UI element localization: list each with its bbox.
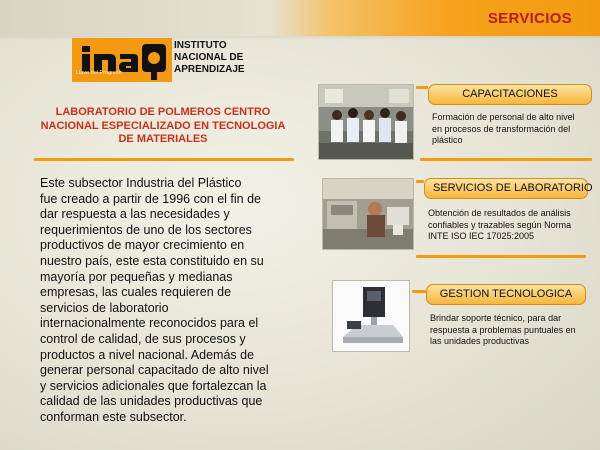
body-line: productos a nivel nacional. Además de: [40, 347, 255, 362]
service-description: [432, 112, 598, 147]
lab-title: [28, 106, 298, 147]
service-desc-line: respuesta a problemas puntuales en: [430, 324, 576, 335]
body-line: nuestro país, este esta constituido en su: [40, 253, 264, 268]
institute-name: [174, 40, 284, 76]
service-description: [428, 208, 598, 243]
service-divider: [416, 180, 424, 183]
body-line: control de calidad, de sus procesos y: [40, 331, 246, 346]
service-underline: [420, 158, 592, 161]
body-line: servicios de laboratorio: [40, 300, 169, 315]
body-line: conforman este subsector.: [40, 409, 187, 424]
service-desc-line: Brindar soporte técnico, para dar: [430, 313, 562, 323]
body-line: calidad de las unidades productivas que: [40, 394, 263, 409]
service-label-gestion: GESTION TECNOLOGICA: [426, 284, 586, 305]
body-line: productivos de mayor crecimiento en: [40, 238, 245, 253]
service-label-capacitaciones: CAPACITACIONES: [428, 84, 592, 105]
lab-title-line: LABORATORIO DE POLMEROS CENTRO: [55, 106, 271, 118]
service-description: [430, 313, 598, 348]
institute-line: INSTITUTO: [174, 40, 227, 51]
service-desc-line: INTE ISO IEC 17025:2005: [428, 231, 535, 241]
service-desc-line: Formación de personal de alto nivel: [432, 112, 575, 122]
service-desc-line: Obtención de resultados de análisis: [428, 208, 571, 218]
testing-instrument-photo: [332, 280, 410, 352]
body-line: y servicios adicionales que fortalezcan la: [40, 378, 267, 393]
service-desc-line: en procesos de transformación del: [432, 123, 571, 134]
lab-title-line: NACIONAL ESPECIALIZADO EN TECNOLOGIA: [40, 119, 286, 132]
training-classroom-photo: [318, 84, 414, 160]
body-line: internacionalmente reconocidos para el: [40, 316, 259, 331]
service-underline: [416, 255, 586, 258]
title-divider: [34, 158, 294, 161]
body-line: generar personal capacitado de alto nivel: [40, 363, 269, 378]
laboratory-work-photo: [322, 178, 414, 250]
body-line: requerimientos de uno de los sectores: [40, 222, 252, 237]
logo-tagline: Llave del Progreso: [76, 70, 122, 76]
body-line: mayoría por pequeñas y medianas: [40, 269, 233, 284]
description-paragraph: [40, 176, 288, 426]
body-line: fue creado a partir de 1996 con el fin de: [40, 191, 261, 206]
service-desc-line: plástico: [432, 135, 463, 145]
page-title: SERVICIOS: [487, 10, 572, 27]
body-line: empresas, las cuales requieren de: [40, 285, 232, 300]
service-desc-line: confiables y trazables según Norma: [428, 219, 572, 230]
body-line: dar respuesta a las necesidades y: [40, 207, 230, 222]
body-line: Este subsector Industria del Plástico: [40, 176, 242, 190]
lab-title-line: DE MATERIALES: [118, 133, 208, 145]
service-divider: [416, 86, 428, 89]
institute-line: APRENDIZAJE: [174, 64, 245, 75]
service-desc-line: las unidades productivas: [430, 336, 530, 346]
service-divider: [412, 290, 426, 293]
service-label-laboratorio: SERVICIOS DE LABORATORIO: [424, 178, 588, 199]
institute-line: NACIONAL DE: [174, 52, 244, 63]
